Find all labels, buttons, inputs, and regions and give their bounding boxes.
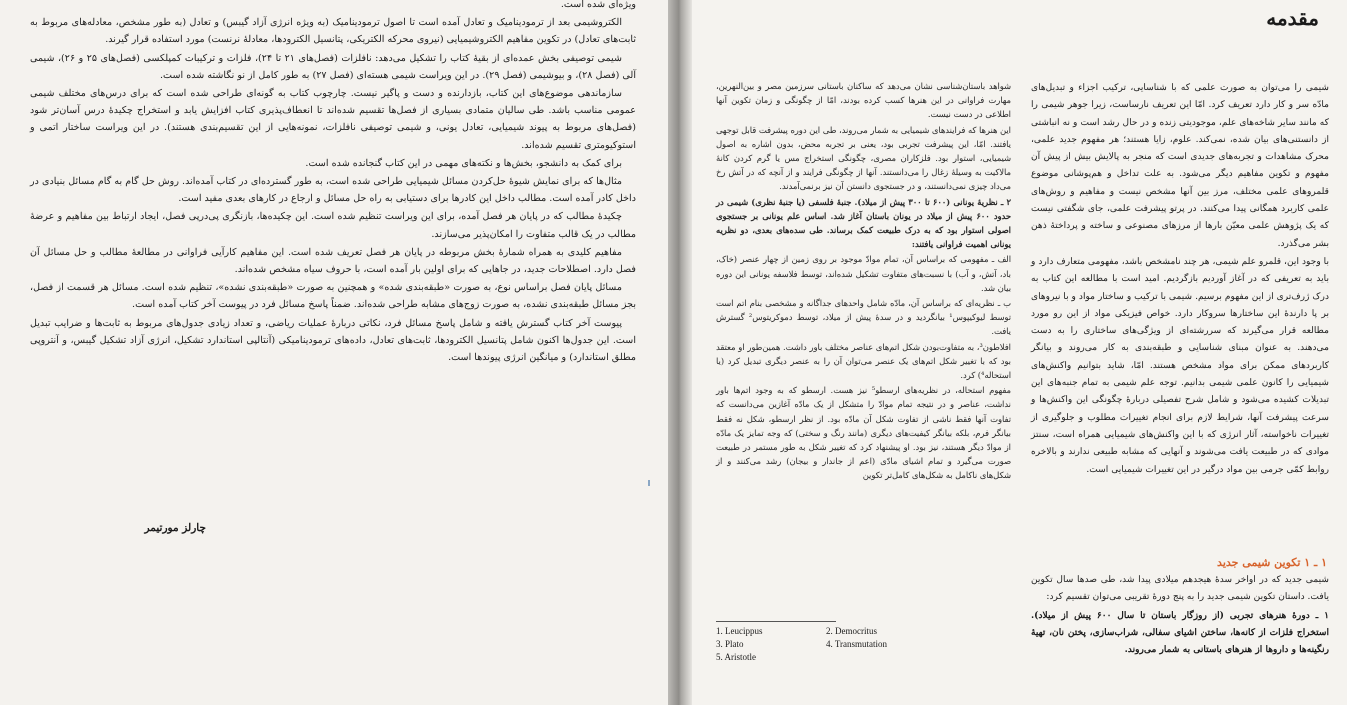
paragraph: ۲ ـ نظریهٔ یونانی (۶۰۰ تا ۳۰۰ پیش از میلاد). جنبهٔ فلسفی (یا جنبهٔ نظری) شیمی در حدود ۶۰۰ پیش از میلاد در یونان باستان آغاز شد. اساس علم یونانی بر جستجوی اصولی استوار بود که به درک طبیعت کمک برساند. طی سده‌های بعدی، دو نظریه یونانی اهمیت فراوانی یافتند: — [716, 196, 1011, 250]
paragraph: شیمی را می‌توان به صورت علمی که با شناسایی، ترکیب اجزاء و تبدیل‌های مادّه سر و کار دارد تعریف کرد. امّا این تعریف نارساست، زیرا جوهر شیمی را که مانند سایر شاخه‌های علم، موجودیتی زنده و در حال رشد است و نه انباشتی از دانستنی‌های بیان شده، نمی‌کند. علوم، زایا هستند؛ هر مفهوم جدید علمی، محرک مشاهدات و تجربه‌های جدیدی است که منجر به پالایش بیش از پیش آن مفهوم و تکوین مفاهیم دیگر می‌شود. به علت تداخل و هم‌پوشانی موضوع قلمروهای علمی مختلف، مرز بین آنها مشخص نیست و مفاهیم و روش‌های علمی کاربرد همگانی پیدا می‌کنند. در پرتو پیشرفت علمی، جای شگفتی نیست که یک پژوهش علمی معیّن بارها از مرزهای مصنوعی و ساخته و پرداختهٔ ذهن بشر می‌گذرد. — [1031, 83, 1329, 249]
footnote: 5. Aristotle — [716, 652, 756, 662]
paragraph: این هنرها که فرایندهای شیمیایی به شمار می‌روند، طی این دوره پیشرفت قابل توجهی یافتند. امّا، این پیشرفت تجربی بود، یعنی بر تجربه محض، بدون اشاره به اصول شیمیایی، استوار بود. فلزکاران مصری، چگونگی استخراج مس یا گرم کردن کانهٔ مالاکیت به وسیلهٔ زغال را می‌دانستند. آنها از چگونگی فرایند و از آنچه که در آتش رخ می‌داد چیزی نمی‌دانستند، و در جستجوی دانستن آن نیز برنمی‌آمدند. — [716, 124, 1011, 192]
paragraph: سازماندهی موضوع‌های این کتاب، بازدارنده و دست و پاگیر نیست. چارچوب کتاب به گونه‌ای طراحی شده است که برای درس‌های مختلف شیمی عمومی مناسب باشد. طی سالیان متمادی بسیاری از فصل‌ها تقسیم شده‌اند تا انعطاف‌پذیری کتاب افزایش یابد و استخراج چکیدهٔ درس آسان‌تر شود (فصل‌های مربوط به پیوند شیمیایی، تعادل یونی، و شیمی توصیفی نافلزات، نمونه‌هایی از این تقسیم‌بندی هستند). در این ویراست ساختار اتمی و استوکیومتری تقسیم شده‌اند. — [30, 88, 636, 151]
paragraph: الف ـ مفهومی که براساس آن، تمام موادّ موجود بر روی زمین از چهار عنصر (خاک، باد، آتش، و آب) با نسبت‌های متفاوت تشکیل شده‌اند، توسط فلاسفه یونانی این دوره بیان شد. — [716, 254, 1011, 293]
author-name: چارلز مورتیمر — [144, 522, 206, 534]
footnote-row — [716, 651, 936, 664]
paragraph: شواهد باستان‌شناسی نشان می‌دهد که ساکنان باستانی سرزمین مصر و بین‌النهرین، مهارت فراوانی در این هنرها کسب کرده بودند، امّا از چگونگی و زمان تکوین آنها اطلاعی در دست نیست. — [716, 81, 1011, 120]
right-column — [1031, 80, 1329, 480]
footnote-row — [716, 625, 936, 638]
chapter-heading: مقدمه — [1266, 6, 1319, 30]
footnote-divider — [716, 621, 836, 622]
paragraph: با وجود این، قلمرو علم شیمی، هر چند نامشخص باشد، مفهومی متعارف دارد و باید به تعریفی که در آغاز آوردیم بازگردیم. امید است با مطالعه این کتاب به درک ژرف‌تری از این مفهوم برسیم. شیمی با ترکیب و ساختار مواد و با نیروهای بر پا دارندهٔ این ساختارها سروکار دارد. خواص فیزیکی مواد از این رو مورد مطالعه قرار می‌گیرند که سررشته‌ای از ویژگی‌های ساختاری را به دست می‌دهند. به عنوان مبنای شناسایی و طبقه‌بندی به کار می‌روند و بیانگر کاربردهای ممکن برای مواد مشخص هستند. امّا، شاید بتوانیم واکنش‌های شیمیایی را کانون علمی شیمی بدانیم. توجه علم شیمی به تمام جنبه‌های این تبدیلات کشیده می‌شود و شامل شرح تفصیلی دربارهٔ چگونگی این واکنش‌ها و سرعت پیشرفت آنها، شرایط لازم برای انجام تغییرات مطلوب و جلوگیری از تغییرات ناخواسته، آثار انرژی که با این واکنش‌های شیمیایی همراه است، سنتز موادی که در طبیعت یافت می‌شوند و آنهایی که مشابه طبیعی ندارند و بالاخره روابط کمّی جرمی بین مواد درگیر در این تغییرات شیمیایی است. — [1031, 256, 1329, 475]
paragraph: الکتروشیمی بعد از ترمودینامیک و تعادل آمده است تا اصول ترمودینامیک (به ویژه انرژی آزاد گیبس) و تعادل (به طور مشخص، معادله‌های مربوط به ثابت‌های تعادل) در تکوین مفاهیم الکتروشیمیایی (نیروی محرکه الکتریکی، پتانسیل الکترودها، معادلهٔ نرنست) مورد استفاده قرار گیرند. — [30, 17, 636, 46]
left-column — [716, 79, 1011, 484]
paragraph: برای کمک به دانشجو، بخش‌ها و نکته‌های مهمی در این کتاب گنجانده شده است. — [305, 157, 622, 169]
paragraph: ۱ ـ دورهٔ هنرهای تجربی (از روزگار باستان تا سال ۶۰۰ پیش از میلاد). استخراج فلزات از کانه‌ها، ساختن اشیای سفالی، شراب‌سازی، پختن نان، تهیهٔ رنگینه‌ها و داروها از هنرهای باستانی به شمار می‌روند. — [1031, 609, 1329, 656]
section-text — [1031, 572, 1329, 658]
preface-text — [30, 0, 636, 367]
paragraph: شیمی توصیفی بخش عمده‌ای از بقیهٔ کتاب را تشکیل می‌دهد: نافلزات (فصل‌های ۲۱ تا ۲۴)، فلزات و ترکیبات کمپلکسی (فصل‌های ۲۵ و ۲۶)، شیمی آلی (فصل ۲۸)، و بیوشیمی (فصل ۲۹). در این ویراست شیمی هسته‌ای (فصل ۲۷) به طور کامل از نو نگاشته شده است. — [30, 52, 636, 81]
section-title: ۱ ـ ۱ تکوین شیمی جدید — [1217, 556, 1327, 569]
paragraph: افلاطون³، به متفاوت‌بودن شکل اتم‌های عناصر مختلف باور داشت. همین‌طور او معتقد بود که با تغییر شکل اتم‌های یک عنصر می‌توان آن را به عنصر دیگری تبدیل کرد (یا استحاله⁴) کرد. — [716, 341, 1011, 381]
paragraph: پیوست آخر کتاب گسترش یافته و شامل پاسخ مسائل فرد، نکاتی دربارهٔ عملیات ریاضی، و تعداد زیادی جدول‌های مربوط به ثابت‌ها و ضرایب تبدیل است. این جدول‌ها اکنون شامل پتانسیل الکترودها، ثابت‌های تعادل، داده‌های ترمودینامیکی (آنتالپی استاندارد تشکیل، انرژی آزاد تشکیل گیبس، و آنتروپی مطلق استاندارد) و میانگین انرژی پیوندها است. — [30, 317, 636, 364]
page-mark — [648, 480, 650, 486]
footnote: 2. Democritus — [826, 626, 877, 636]
paragraph: مفهوم استحاله، در نظریه‌های ارسطو⁵ نیز هست. ارسطو که به وجود اتم‌ها باور نداشت، عناصر و در نتیجه تمام موادّ را متشکل از یک مادّه آغازین می‌دانست که تفاوت آنها فقط ناشی از تفاوت شکل آن مادّه بود. از نظر ارسطو، شکل نه فقط بیانگر فرم، بلکه بیانگر کیفیت‌های دیگری (مانند رنگ و سختی) که وجه تمایز یک مادّه از موادّ دیگر هستند، نیز بود. او پیشنهاد کرد که تغییر شکل به طور مستمر در طبیعت صورت می‌گیرد و تمام اشیای مادّی (اعم از جاندار و بیجان) رشد می‌کنند و از شکل‌های ناکامل به شکل‌های کامل‌تر تکوین — [716, 385, 1011, 481]
paragraph: چکیدهٔ مطالب که در پایان هر فصل آمده، برای این ویراست تنظیم شده است. این چکیده‌ها، بازنگری پی‌درپی فصل، ایجاد ارتباط بین مفاهیم و عرضهٔ مطالب در یک قالب متفاوت را امکان‌پذیر می‌سازند. — [30, 211, 636, 240]
paragraph: شیمی جدید که در اواخر سدهٔ هیجدهم میلادی پیدا شد، طی صدها سال تکوین یافت. داستان تکوین شیمی جدید را به پنج دورهٔ تقریبی می‌توان تقسیم کرد: — [1031, 575, 1329, 603]
footnote: 4. Transmutation — [826, 639, 888, 649]
paragraph: مثال‌ها که برای نمایش شیوهٔ حل‌کردن مسائل شیمیایی طراحی شده است، به طور گسترده‌ای در کتاب آمده‌اند. روش حل گام به گام مسائل بنیادی در داخل کادر آمده است. مطالب داخل این کادرها برای دستیابی به راه حل مسائل و ارجاع در کارهای بعدی مفید است. — [30, 176, 636, 205]
footnote: 3. Plato — [716, 639, 744, 649]
footnotes — [716, 625, 936, 664]
book-gutter — [668, 0, 692, 705]
footnote: 1. Leucippus — [716, 626, 763, 636]
paragraph: ویژه‌ای شده است. — [560, 0, 636, 10]
paragraph: ب ـ نظریه‌ای که براساس آن، مادّه شامل واحدهای جداگانه و مشخصی بنام اتم است توسط لیوکیپوس¹ بیانگردید و در سدهٔ پیش از میلاد، توسط دموکریتوس² گسترش یافت. — [716, 298, 1012, 337]
right-page — [692, 0, 1347, 705]
left-page — [0, 0, 668, 705]
paragraph: مفاهیم کلیدی به همراه شمارهٔ بخش مربوطه در پایان هر فصل تعریف شده است. این مفاهیم کارآیی فراوانی در مطالعهٔ مطالب و حل مسائل آن فصل دارد. اصطلاحات جدید، در جاهایی که برای اولین بار آمده است، با حروف سیاه مشخص شده‌اند. — [30, 246, 636, 276]
footnote-row — [716, 638, 936, 651]
author-signature — [30, 522, 636, 534]
paragraph: مسائل پایان فصل براساس نوع، به صورت «طبقه‌بندی شده» و همچنین به صورت «طبقه‌بندی نشده»، تنظیم شده است. مسائل هر قسمت از فصل، بجز مسائل طبقه‌بندی نشده، به صورت زوج‌های مشابه طراحی شده‌اند. ضمناً پاسخ مسائل فرد در پیوست آخر کتاب آمده است. — [30, 282, 636, 311]
